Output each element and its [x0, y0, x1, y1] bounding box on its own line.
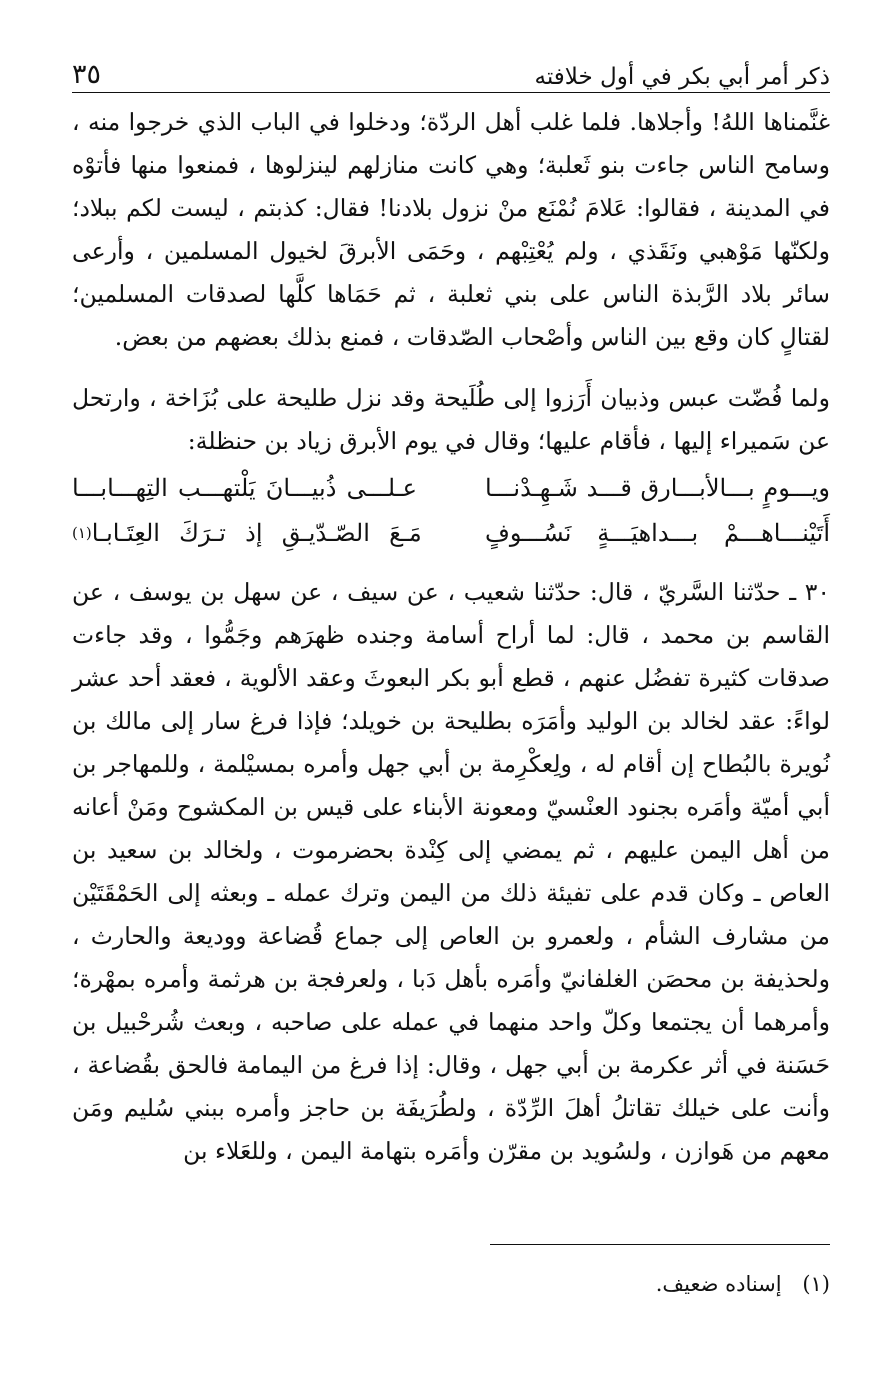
poem	[72, 465, 830, 555]
footnote	[72, 1272, 830, 1296]
footnote-separator	[490, 1244, 830, 1245]
running-header	[72, 52, 830, 93]
running-title: ذكر أمر أبي بكر في أول خلافته	[534, 64, 830, 90]
poem-verse-1	[72, 465, 830, 510]
verse-2-second-hemistich: مَـعَ الصّـدّيـقِ إذ تـرَكَ العِتَـابـا	[91, 518, 422, 547]
body-text	[72, 101, 830, 1173]
footnote-number: (١)	[802, 1272, 830, 1296]
page-number: ٣٥	[72, 59, 102, 90]
verse-2-second-wrap	[72, 519, 422, 547]
paragraph-1: غنَّمناها اللهُ! وأجلاها. فلما غلب أهل الردّة؛ ودخلوا في الباب الذي خرجوا منه ، وسامح الناس جاءت بنو ثَعلبة؛ وهي كانت منازلهم لينزلوها ، فمنعوا منها فأتوْه في المدينة ، فقالوا: عَلامَ نُمْنَع منْ نزول بلادنا! فقال: كذبتم ، ليست لكم ببلاد؛ ولكنّها مَوْهبي ونَقَذي ، ولم يُعْتِبْهم ، وحَمَى الأبرقَ لخيول المسلمين ، وأرعى سائر بلاد الرَّبذة الناس على بني ثعلبة ، ثم حَمَاها كلَّها لصدقات المسلمين؛ لقتالٍ كان وقع بين الناس وأصْحاب الصّدقات ، فمنع بذلك بعضهم من بعض.	[72, 108, 830, 351]
book-page	[72, 52, 830, 1173]
footnote-text: إسناده ضعيف.	[655, 1272, 782, 1296]
verse-1-second-hemistich: عـلـــى ذُبيـــانَ يَلْتهـــب التِهـــابـــا	[72, 473, 417, 502]
verse-2-first-hemistich: أَتَيْنـــاهـــمْ بـــداهيَـــةٍ نَسُـــوفٍ	[485, 518, 830, 547]
footnote-marker: (١)	[72, 523, 92, 542]
verse-1-first-hemistich: ويـــومٍ بـــالأبـــارق قـــد شَـهِـدْنـــا	[485, 473, 830, 502]
paragraph-2: ولما فُضّت عبس وذبيان أَرَزوا إلى طُلَيحة وقد نزل طليحة على بُزَاخة ، وارتحل عن سَميراء إليها ، فأقام عليها؛ وقال في يوم الأبرق زياد بن حنظلة:	[72, 384, 830, 455]
paragraph-3: ٣٠ ـ حدّثنا السَّريّ ، قال: حدّثنا شعيب ، عن سيف ، عن سهل بن يوسف ، عن القاسم بن محمد ، قال: لما أراح أسامة وجنده ظهرَهم وجَمُّوا ، وقد جاءت صدقات كثيرة تفضُل عنهم ، قطع أبو بكر البعوثَ وعقد الألوية ، فعقد أحد عشر لواءً: عقد لخالد بن الوليد وأمَرَه بطليحة بن خويلد؛ فإذا فرغ سار إلى مالك بن نُويرة بالبُطاح إن أقام له ، ولِعكْرِمة بن أبي جهل وأمره بمسيْلمة ، وللمهاجر بن أبي أميّة وأمَره بجنود العنْسيّ ومعونة الأبناء على قيس بن المكشوح ومَنْ أعانه من أهل اليمن عليهم ، ثم يمضي إلى كِنْدة بحضرموت ، ولخالد بن سعيد بن العاص ـ وكان قدم على تفيئة ذلك من اليمن وترك عمله ـ وبعثه إلى الحَمْقَتَيْن من مشارف الشأم ، ولعمرو بن العاص إلى جماع قُضاعة ووديعة والحارث ، ولحذيفة بن محصَن الغلفانيّ وأمَره بأهل دَبا ، ولعرفجة بن هرثمة وأمره بمهْرة؛ وأمرهما أن يجتمعا وكلّ واحد منهما في عمله على صاحبه ، وبعث شُرحْبيل بن حَسَنة في أثر عكرمة بن أبي جهل ، وقال: إذا فرغ من اليمامة فالحق بقُضاعة ، وأنت على خيلك تقاتلُ أهلَ الرِّدّة ، ولطُرَيفَة بن حاجز وأمره ببني سُليم ومَن معهم من هَوازن ، ولسُويد بن مقرّن وأمَره بتهامة اليمن ، وللعَلاء بن	[72, 578, 830, 1165]
poem-verse-2	[72, 510, 830, 555]
